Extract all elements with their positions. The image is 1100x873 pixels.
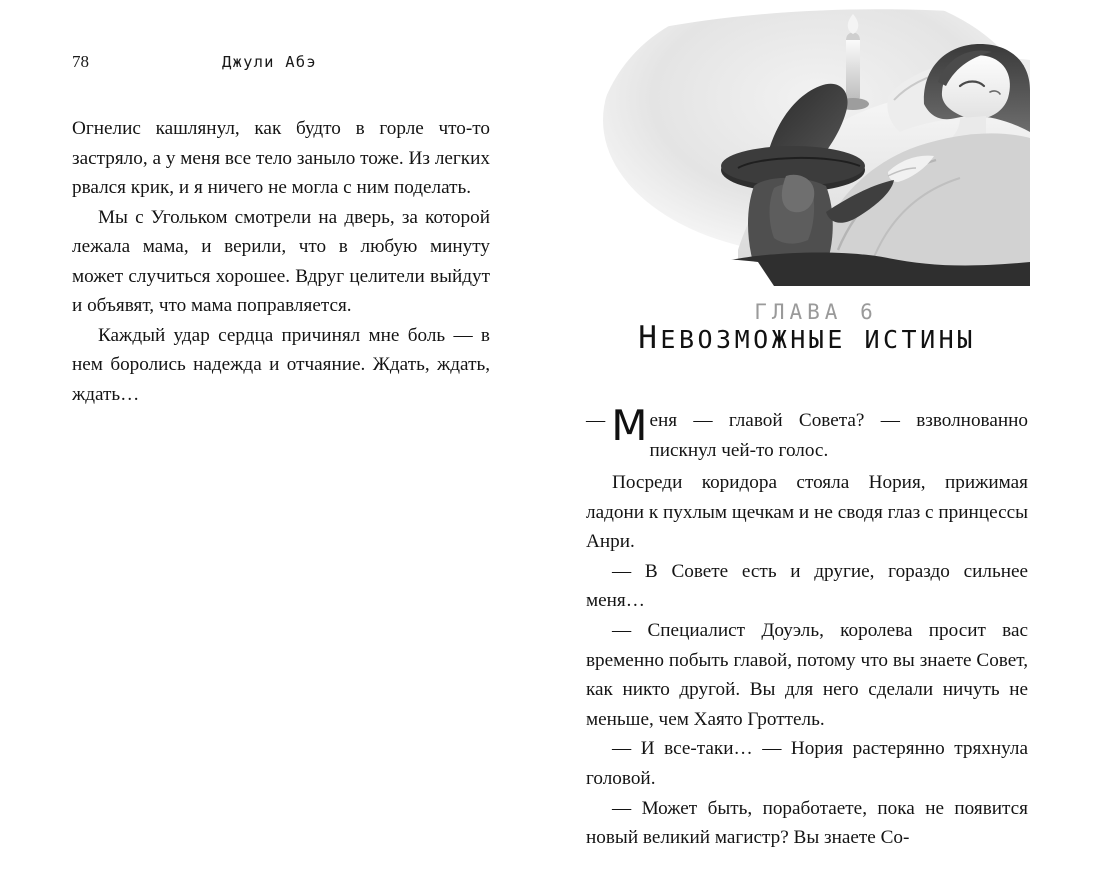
paragraph: — Может быть, поработаете, пока не появится новый великий магистр? Вы знаете Со- (586, 797, 1028, 849)
chapter-title (586, 320, 1028, 356)
chapter-heading (586, 300, 1028, 356)
chapter-title-rest: ЕВОЗМОЖНЫЕ ИСТИНЫ (660, 325, 976, 354)
em-dash: — (586, 410, 606, 431)
illustration-artwork (588, 0, 1030, 286)
right-page (550, 0, 1100, 873)
chapter-illustration (588, 0, 1030, 286)
paragraph: Огнелис кашлянул, как будто в горле что-то застряло, а у меня все тело заныло тоже. Из легких рвался крик, и я ничего не могла с ним поделать. (72, 118, 490, 198)
author-running-head: Джули Абэ (222, 53, 317, 71)
chapter-number-label: ГЛАВА 6 (754, 300, 878, 324)
paragraph: Мы с Угольком смотрели на дверь, за которой лежала мама, и верили, что в любую минуту может случиться хорошее. Вдруг целители выйдут и объявят, что мама поправляется. (72, 206, 490, 316)
paragraph: Каждый удар сердца причинял мне боль — в нем боролись надежда и отчаяние. Ждать, ждать, ждать… (72, 324, 490, 405)
paragraph: Посреди коридора стояла Нория, прижимая ладони к пухлым щечкам и не сводя глаз с принцессы Анри. (586, 472, 1028, 553)
paragraph: — И все-таки… — Нория растерянно тряхнула головой. (586, 738, 1028, 789)
left-body-text (72, 114, 490, 409)
chapter-title-initial: Н (638, 320, 661, 356)
drop-cap: М (611, 401, 648, 450)
opening-text: еня — главой Совета? — взволнованно пискнул чей-то голос. (649, 410, 1028, 461)
right-body-text (586, 401, 1028, 853)
paragraph: — В Совете есть и другие, гораздо сильнее меня… (586, 560, 1028, 612)
running-head (72, 52, 490, 92)
page-number: 78 (72, 52, 89, 71)
opening-paragraph (586, 401, 1028, 468)
paragraph: — Специалист Доуэль, королева просит вас временно побыть главой, потому что вы знаете Совет, как никто другой. Вы для него сделали ничуть не меньше, чем Хаято Гроттель. (586, 619, 1028, 730)
